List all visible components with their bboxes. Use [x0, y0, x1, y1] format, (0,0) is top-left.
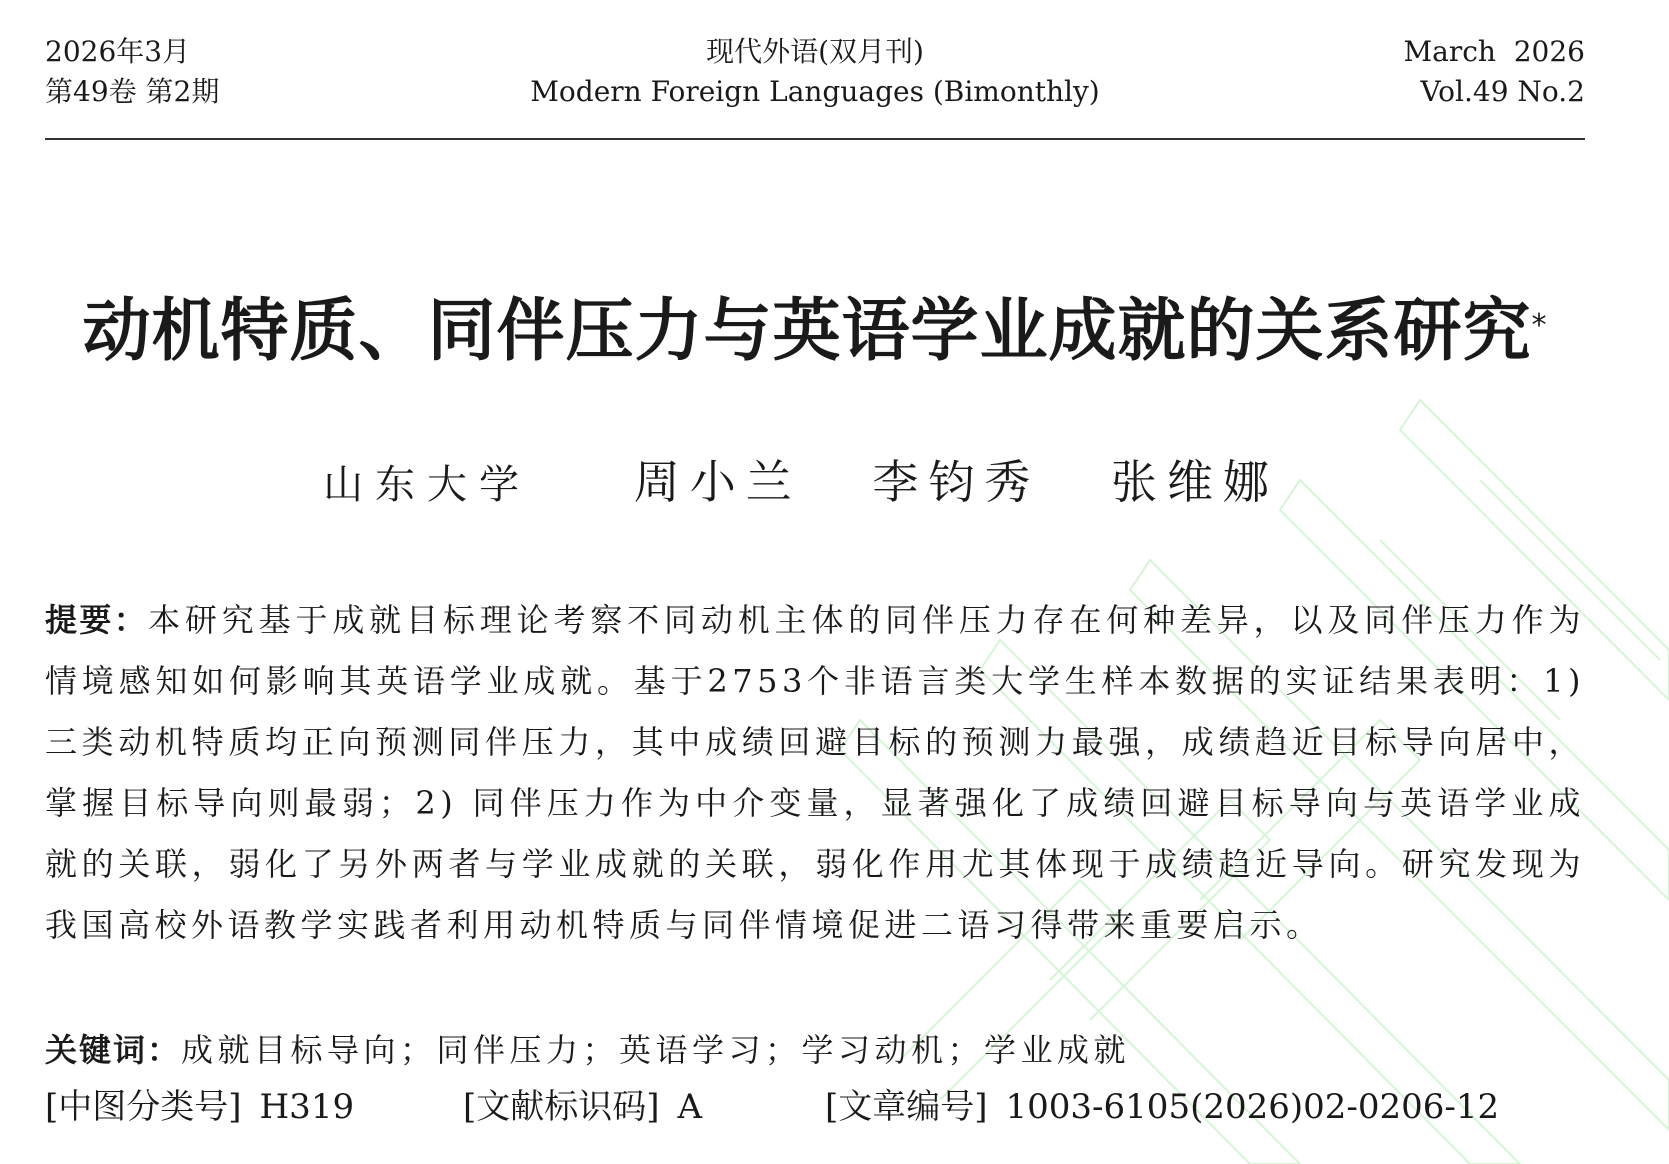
abstract-label: 提要： [45, 601, 149, 639]
keywords-text: 成就目标导向；同伴压力；英语学习；学习动机；学业成就 [181, 1031, 1131, 1069]
issue-date-en [1403, 32, 1585, 112]
title-footnote-mark: * [1531, 308, 1548, 343]
journal-name-en: Modern Foreign Languages (Bimonthly) [530, 75, 1100, 108]
journal-name [45, 32, 1585, 112]
abstract-text: 本研究基于成就目标理论考察不同动机主体的同伴压力存在何种差异，以及同伴压力作为情境感知如何影响其英语学业成就。基于2753个非语言类大学生样本数据的实证结果表明：1) 三类动机特质均正向预测同伴压力，其中成绩回避目标的预测力最强，成绩趋近目标导向居中，掌握目标导向则最弱；2) 同伴压力作为中介变量，显著强化了成绩回避目标导向与英语学业成就的关联，弱化了另外两者与学业成就的关联，弱化作用尤其体现于成绩趋近导向。研究发现为我国高校外语教学实践者利用动机特质与同伴情境促进二语习得带来重要启示。 [45, 601, 1585, 944]
author-line [45, 452, 1585, 515]
journal-name-cn: 现代外语(双月刊) [706, 35, 924, 68]
clc-value: H319 [259, 1087, 355, 1127]
issue-date-line: 2026年3月 [45, 35, 191, 68]
header-divider [45, 138, 1585, 140]
doc-code-value: A [677, 1087, 703, 1127]
author-name: 张维娜 [1110, 455, 1279, 509]
paper-title [45, 290, 1585, 374]
clc-number [45, 1083, 354, 1131]
author-institution: 山东大学 [323, 462, 532, 508]
volume-issue-en: Vol.49 No.2 [1420, 75, 1585, 108]
article-number-value: 1003-6105(2026)02-0206-12 [1005, 1087, 1500, 1127]
issue-date-en-line: March 2026 [1403, 35, 1585, 68]
author-name: 李钧秀 [872, 455, 1041, 509]
abstract [45, 590, 1585, 956]
keywords [45, 1025, 1585, 1075]
article-number-label: [文章编号] [825, 1087, 988, 1127]
article-number [825, 1083, 1499, 1131]
keywords-label: 关键词： [45, 1031, 182, 1069]
volume-issue-cn: 第49卷 第2期 [45, 75, 220, 108]
doc-code-label: [文献标识码] [463, 1087, 660, 1127]
clc-label: [中图分类号] [45, 1087, 242, 1127]
document-code [463, 1083, 702, 1131]
paper-title-text: 动机特质、同伴压力与英语学业成就的关系研究 [82, 292, 1532, 371]
author-name: 周小兰 [633, 455, 802, 509]
journal-header [45, 28, 1585, 118]
